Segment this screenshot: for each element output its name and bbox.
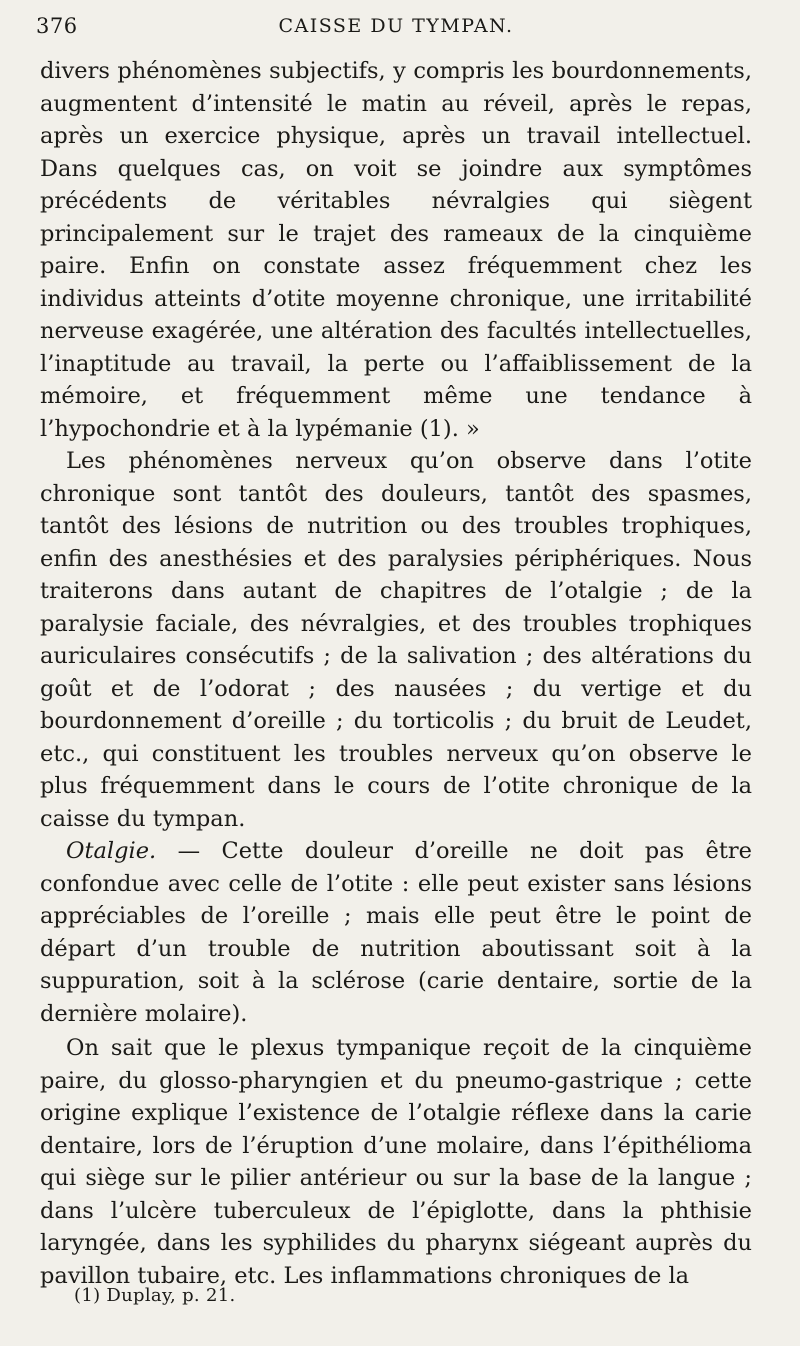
page-header <box>36 14 756 44</box>
paragraph-otalgie-text: — Cette douleur d’oreille ne doit pas être confondue avec celle de l’otite : elle peut exister sans lésions appréciables de l’oreille ; mais elle peut être le point de départ d’un trouble de nutrition aboutissant soit à la suppuration, soit à la sclérose (carie dentaire, sortie de la dernière molaire). <box>40 838 752 1027</box>
paragraph-nervous-phenomena: Les phénomènes nerveux qu’on observe dans l’otite chronique sont tantôt des douleurs, tantôt des spasmes, tantôt des lésions de nutrition ou des troubles trophiques, enfin des anesthésies et des paralysies périphériques. Nous traiterons dans autant de chapitres de l’otalgie ; de la paralysie faciale, des névralgies, et des troubles trophiques auriculaires consécutifs ; de la salivation ; des altérations du goût et de l’odorat ; des nausées ; du vertige et du bourdonnement d’oreille ; du torticolis ; du bruit de Leudet, etc., qui constituent les troubles nerveux qu’on observe le plus fréquemment dans le cours de l’otite chronique de la caisse du tympan. <box>40 448 752 832</box>
footnote: (1) Duplay, p. 21. <box>74 1285 236 1306</box>
paragraph-continued: divers phénomènes subjectifs, y compris les bourdonnements, augmentent d’intensité le matin au réveil, après le repas, après un exercice physique, après un travail intellectuel. Dans quelques cas, on voit se joindre aux symptômes précédents de véritables névralgies qui siègent principalement sur le trajet des rameaux de la cinquième paire. Enfin on constate assez fréquemment chez les individus atteints d’otite moyenne chronique, une irritabilité nerveuse exagérée, une altération des facultés intellectuelles, l’inaptitude au travail, la perte ou l’affaiblissement de la mémoire, et fréquemment même une tendance à l’hypochondrie et à la lypémanie (1). » <box>40 58 752 442</box>
section-title-otalgie: Otalgie. <box>66 838 157 864</box>
paragraph-plexus: On sait que le plexus tympanique reçoit de la cinquième paire, du glosso-pharyngien et du pneumo-gastrique ; cette origine explique l’existence de l’otalgie réflexe dans la carie dentaire, lors de l’éruption d’une molaire, dans l’épithélioma qui siège sur le pilier antérieur ou sur la base de la langue ; dans l’ulcère tuberculeux de l’épiglotte, dans la phthisie laryngée, dans les syphilides du pharynx siégeant auprès du pavillon tubaire, etc. Les inflammations chroniques de la <box>40 1035 752 1289</box>
page-number: 376 <box>36 14 78 38</box>
running-title: CAISSE DU TYMPAN. <box>278 15 514 37</box>
paragraph-otalgie <box>40 835 752 1030</box>
body-text <box>40 55 752 1292</box>
